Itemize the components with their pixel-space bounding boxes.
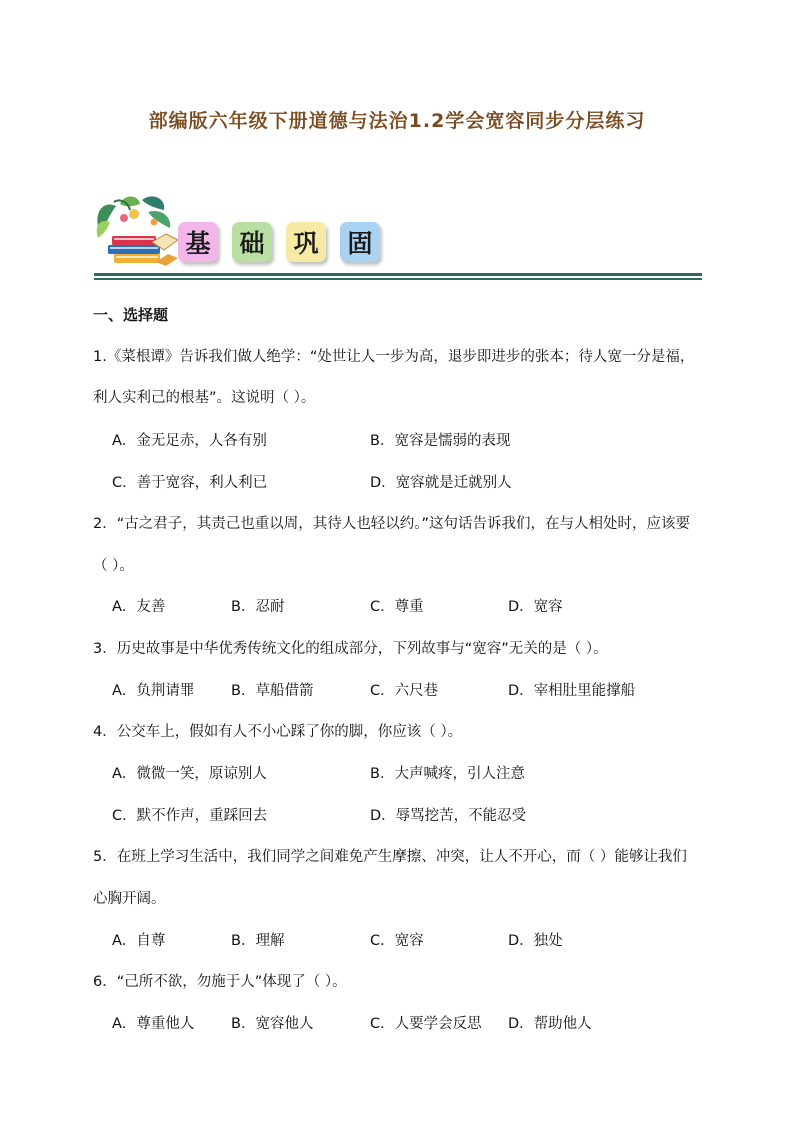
question-5-option-b: B．理解 <box>231 933 285 949</box>
tile-char: 巩 <box>293 229 319 258</box>
question-5-line-1: 5．在班上学习生活中，我们同学之间难免产生摩擦、冲突，让人不开心，而（ ）能够让我们 <box>93 849 687 865</box>
question-3-option-c: C．六尺巷 <box>370 683 439 699</box>
question-5-option-a: A．自尊 <box>112 933 166 949</box>
section-heading: 一、选择题 <box>93 306 169 324</box>
question-2-line-1: 2．“古之君子，其责己也重以周，其待人也轻以约。”这句话告诉我们，在与人相处时，应该要 <box>93 516 690 532</box>
banner-tile <box>178 222 218 262</box>
banner-tile <box>286 222 326 262</box>
question-1-option-b: B．宽容是懦弱的表现 <box>370 433 511 449</box>
question-3-option-a: A．负荆请罪 <box>112 683 195 699</box>
question-2-option-c: C．尊重 <box>370 599 424 615</box>
question-1-option-a: A．金无足赤，人各有别 <box>112 433 267 449</box>
question-5-line-2: 心胸开阔。 <box>93 891 166 907</box>
question-4-option-c: C．默不作声，重踩回去 <box>112 808 268 824</box>
question-4-line-1: 4．公交车上，假如有人不小心踩了你的脚，你应该（ ）。 <box>93 724 463 740</box>
divider-rule <box>94 273 702 276</box>
question-2-option-d: D．宽容 <box>508 599 563 615</box>
question-2-line-2: （ ）。 <box>93 558 134 574</box>
section-banner <box>90 192 702 284</box>
question-1-option-c: C．善于宽容，利人利已 <box>112 475 268 491</box>
document-title: 部编版六年级下册道德与法治1.2学会宽容同步分层练习 <box>148 110 646 132</box>
question-6-option-c: C．人要学会反思 <box>370 1016 482 1032</box>
question-2-option-a: A．友善 <box>112 599 166 615</box>
question-1-line-1: 1.《菜根谭》告诉我们做人绝学：“处世让人一步为高，退步即进步的张本；待人宽一分是福， <box>93 349 695 365</box>
question-4-option-b: B．大声喊疼，引人注意 <box>370 766 525 782</box>
books-plant-illustration <box>90 192 180 272</box>
question-4-option-a: A．微微一笑，原谅别人 <box>112 766 267 782</box>
banner-tile <box>340 222 380 262</box>
tile-char: 基 <box>185 229 211 258</box>
banner-tiles <box>178 222 380 264</box>
banner-tile <box>232 222 272 262</box>
question-2-option-b: B．忍耐 <box>231 599 285 615</box>
question-6-option-b: B．宽容他人 <box>231 1016 314 1032</box>
question-1-line-2: 利人实利己的根基”。这说明（ ）。 <box>93 390 316 406</box>
tile-char: 固 <box>347 229 373 258</box>
question-6-line-1: 6．“己所不欲，勿施于人”体现了（ ）。 <box>93 974 347 990</box>
question-6-option-d: D．帮助他人 <box>508 1016 592 1032</box>
question-3-option-b: B．草船借箭 <box>231 683 314 699</box>
question-3-line-1: 3．历史故事是中华优秀传统文化的组成部分，下列故事与“宽容”无关的是（ ）。 <box>93 641 608 657</box>
question-1-option-d: D．宽容就是迁就别人 <box>370 475 512 491</box>
question-5-option-c: C．宽容 <box>370 933 424 949</box>
question-3-option-d: D．宰相肚里能撑船 <box>508 683 636 699</box>
question-4-option-d: D．辱骂挖苦，不能忍受 <box>370 808 527 824</box>
divider-rule <box>94 278 702 280</box>
question-5-option-d: D．独处 <box>508 933 563 949</box>
question-6-option-a: A．尊重他人 <box>112 1016 195 1032</box>
tile-char: 础 <box>239 229 265 258</box>
